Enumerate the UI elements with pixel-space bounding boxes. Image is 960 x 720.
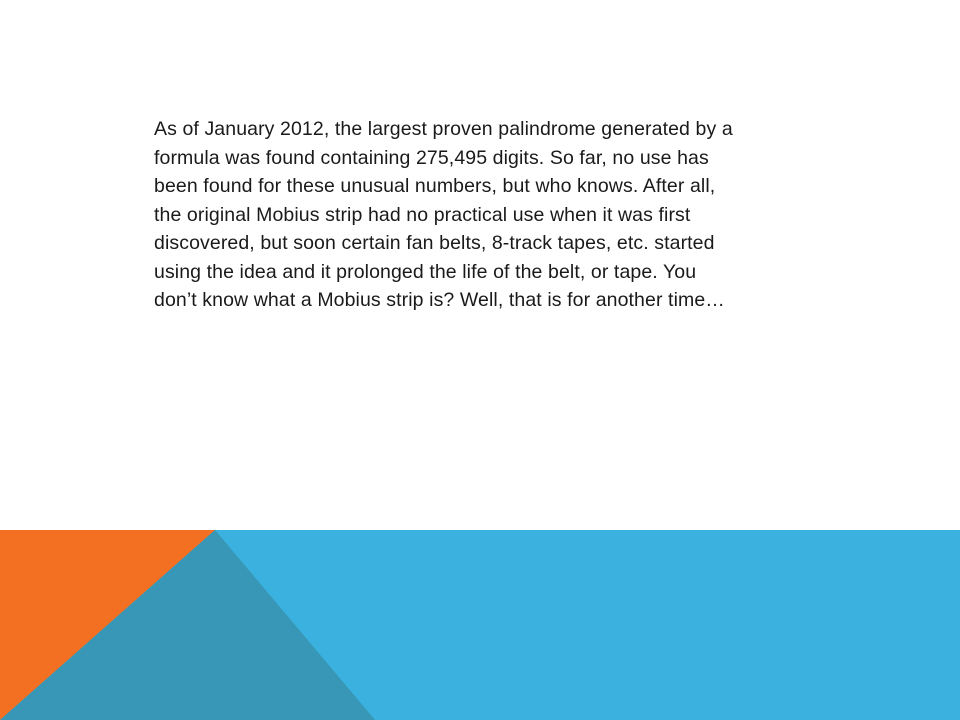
body-line: don’t know what a Mobius strip is? Well, that is for another time… — [154, 289, 725, 311]
body-line: discovered, but soon certain fan belts, 8-track tapes, etc. started — [154, 232, 715, 254]
slide-body-text — [154, 115, 834, 315]
body-line: the original Mobius strip had no practical use when it was first — [154, 203, 691, 226]
body-line: using the idea and it prolonged the life of the belt, or tape. You — [154, 260, 697, 283]
decorative-footer-band — [0, 530, 960, 720]
body-line: As of January 2012, the largest proven palindrome generated by a — [154, 118, 733, 140]
body-line: been found for these unusual numbers, but who knows. After all, — [154, 175, 716, 197]
body-line: formula was found containing 275,495 digits. So far, no use has — [154, 146, 709, 169]
